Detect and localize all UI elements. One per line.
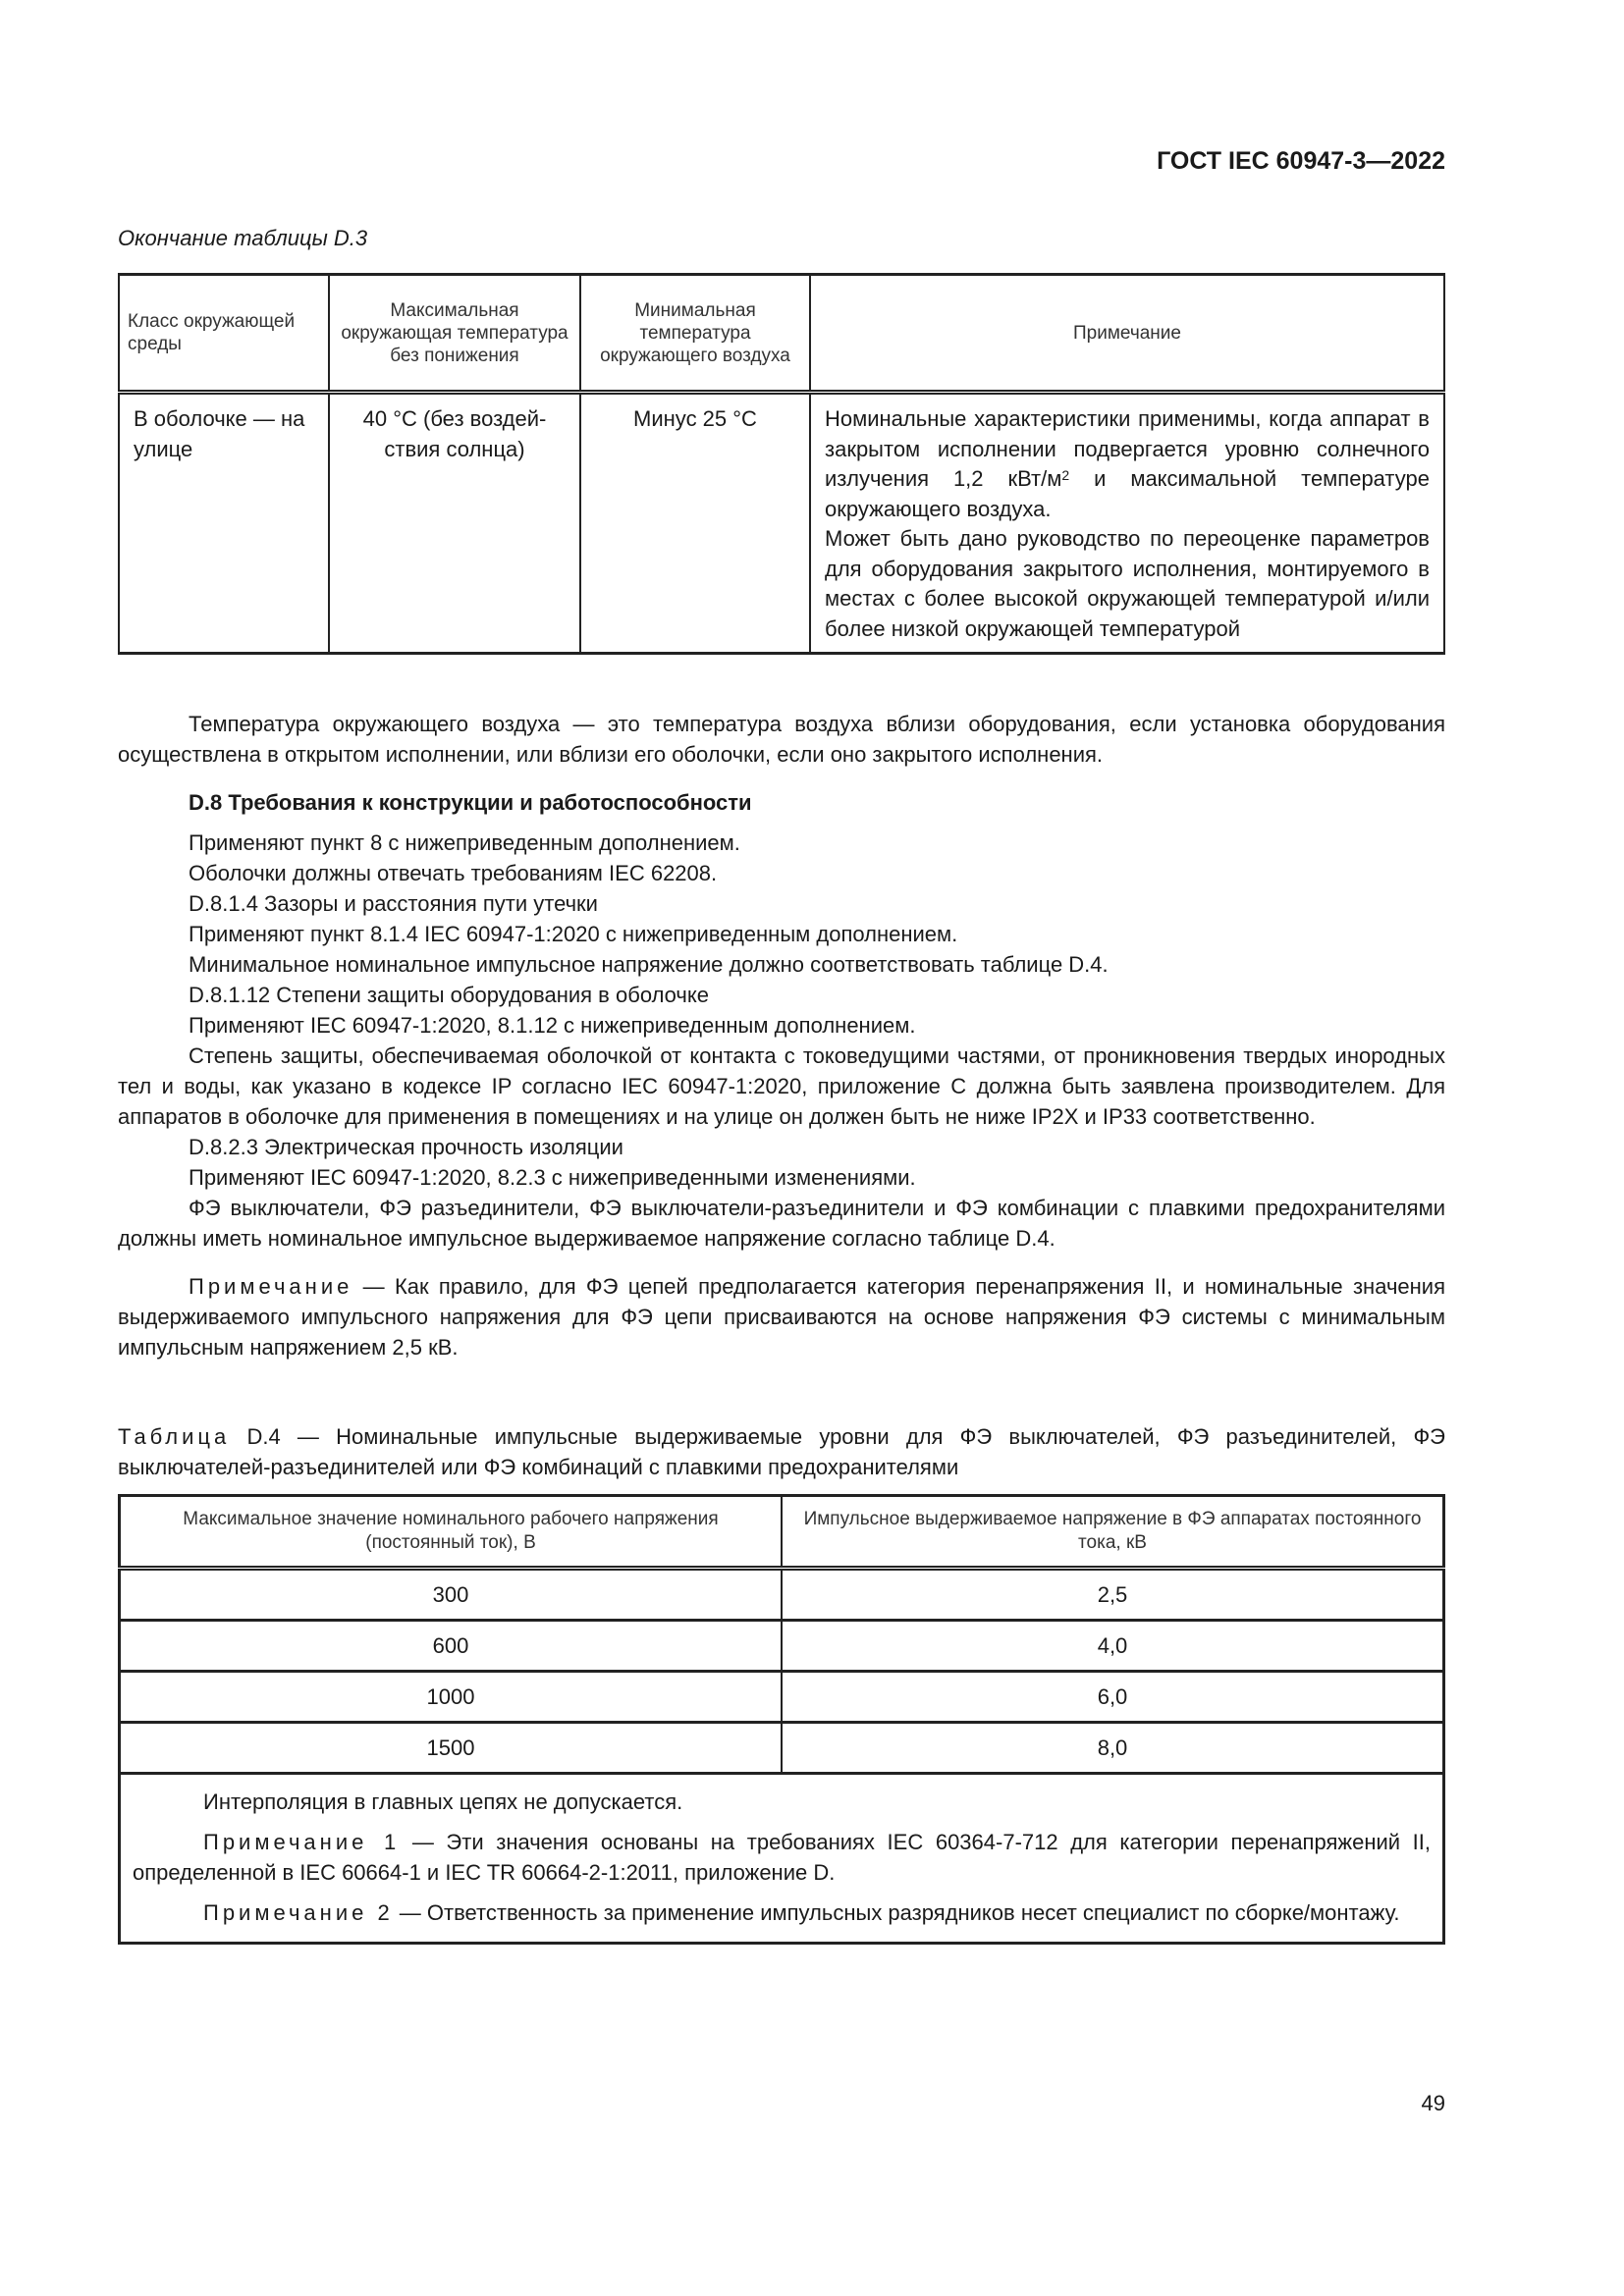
voltage-cell: 300 [120, 1569, 783, 1621]
subsection-heading: D.8.1.12 Степени защиты оборудования в оболочке [189, 983, 709, 1007]
caption-text: D.4 — Номинальные импульсные выдерживаемые уровни для ФЭ выключателей, ФЭ разъединителей, ФЭ выключателей-разъединителей или ФЭ комбинаций с плавкими предохранителями [118, 1424, 1445, 1479]
paragraph-ambient-temp: Температура окружающего воздуха — это температура воздуха вблизи оборудования, если установка оборудования осуществлена в открытом исполнении, или вблизи его оболочки, если оно закрытого исполнения. [118, 712, 1445, 767]
min-temp-cell: Минус 25 °C [580, 393, 810, 654]
impulse-cell: 4,0 [782, 1621, 1444, 1672]
note-cell [810, 393, 1444, 654]
note-label: Примечание 1 [203, 1830, 401, 1854]
table-notes-cell [120, 1774, 1444, 1944]
note-text: — Как правило, для ФЭ цепей предполагается категория перенапряжения II, и номинальные значения выдерживаемого импульсного напряжения для ФЭ цепи присваиваются на основе напряжения ФЭ системы с минимальным импульсным напряжением 2,5 кВ. [118, 1274, 1445, 1360]
text-line: Применяют пункт 8 с нижеприведенным дополнением. [189, 830, 740, 855]
paragraph-protection: Степень защиты, обеспечиваемая оболочкой от контакта с токоведущими частями, от проникновения твердых инородных тел и воды, как указано в кодексе IP согласно IEC 60947-1:2020, приложение C должна быть заявлена производителем. Для аппаратов в оболочке для применения в помещениях и на улице он должен быть не ниже IP2X и IP33 соответственно. [118, 1043, 1445, 1129]
voltage-cell: 1500 [120, 1723, 783, 1774]
note-text: Номинальные характеристики применимы, когда аппарат в закрытом исполнении подвергается уровню солнечного излучения 1,2 кВт/м [825, 406, 1430, 491]
note-paragraph [825, 404, 1430, 524]
table-row [120, 1621, 1444, 1672]
table-row [120, 1723, 1444, 1774]
note-1 [133, 1827, 1431, 1888]
table-d4-caption [118, 1421, 1445, 1482]
column-header: Максимальная окружающая температура без понижения [329, 275, 580, 393]
note-paragraph: Может быть дано руководство по переоценке параметров для оборудования закрытого исполнения, монтируемого в местах с более высокой окружающей температурой и/или более низкой окружающей температурой [825, 526, 1430, 641]
superscript: 2 [1061, 467, 1070, 483]
note-text: — Ответственность за применение импульсных разрядников несет специалист по сборке/монтажу. [393, 1900, 1400, 1925]
note-text: — Эти значения основаны на требованиях IEC 60364-7-712 для категории перенапряжений II, определенной в IEC 60664-1 и IEC TR 60664-2-1:2011, приложение D. [133, 1830, 1432, 1885]
text-line: Применяют IEC 60947-1:2020, 8.2.3 с нижеприведенными изменениями. [189, 1165, 916, 1190]
note-2 [133, 1897, 1431, 1928]
text-line: Оболочки должны отвечать требованиям IEC 62208. [189, 861, 718, 885]
column-header: Примечание [810, 275, 1444, 393]
table-header-row [119, 275, 1444, 393]
document-code: ГОСТ IEC 60947-3—2022 [1157, 147, 1445, 175]
page-number: 49 [1421, 2091, 1445, 2115]
impulse-cell: 6,0 [782, 1672, 1444, 1723]
env-class-cell: В оболочке — на улице [119, 393, 329, 654]
table-row [119, 393, 1444, 654]
note-paragraph [118, 1271, 1445, 1362]
text-line: Применяют пункт 8.1.4 IEC 60947-1:2020 с нижеприведенным дополнением. [189, 922, 958, 946]
table-d4 [118, 1494, 1445, 1945]
table-row [120, 1672, 1444, 1723]
table-continuation-label: Окончание таблицы D.3 [118, 226, 368, 250]
note-text: и максимальной температуре окружающего воздуха. [825, 466, 1430, 521]
impulse-cell: 2,5 [782, 1569, 1444, 1621]
column-header: Максимальное значение номинального рабочего напряжения (постоянный ток), В [120, 1496, 783, 1569]
caption-label: Таблица [118, 1424, 231, 1449]
table-d3 [118, 273, 1445, 655]
column-header: Класс окружающей среды [119, 275, 329, 393]
note-label: Примечание [189, 1274, 353, 1299]
section-heading-d8: D.8 Требования к конструкции и работоспособности [189, 790, 752, 815]
body-text [118, 709, 1445, 1362]
table-row [120, 1569, 1444, 1621]
table-notes-row [120, 1774, 1444, 1944]
text-line: Применяют IEC 60947-1:2020, 8.1.12 с нижеприведенным дополнением. [189, 1013, 916, 1038]
impulse-cell: 8,0 [782, 1723, 1444, 1774]
subsection-heading: D.8.2.3 Электрическая прочность изоляции [189, 1135, 623, 1159]
interpolation-note: Интерполяция в главных цепях не допускается. [203, 1789, 683, 1814]
text-line: Минимальное номинальное импульсное напряжение должно соответствовать таблице D.4. [189, 952, 1109, 977]
column-header: Минимальная температура окружающего воздуха [580, 275, 810, 393]
voltage-cell: 600 [120, 1621, 783, 1672]
subsection-heading: D.8.1.4 Зазоры и расстояния пути утечки [189, 891, 598, 916]
max-temp-cell: 40 °C (без воздей-ствия солнца) [329, 393, 580, 654]
note-label: Примечание 2 [203, 1900, 394, 1925]
voltage-cell: 1000 [120, 1672, 783, 1723]
column-header: Импульсное выдерживаемое напряжение в ФЭ аппаратах постоянного тока, кВ [782, 1496, 1444, 1569]
table-header-row [120, 1496, 1444, 1569]
paragraph-fe-devices: ФЭ выключатели, ФЭ разъединители, ФЭ выключатели-разъединители и ФЭ комбинации с плавкими предохранителями должны иметь номинальное импульсное выдерживаемое напряжение согласно таблице D.4. [118, 1196, 1445, 1251]
